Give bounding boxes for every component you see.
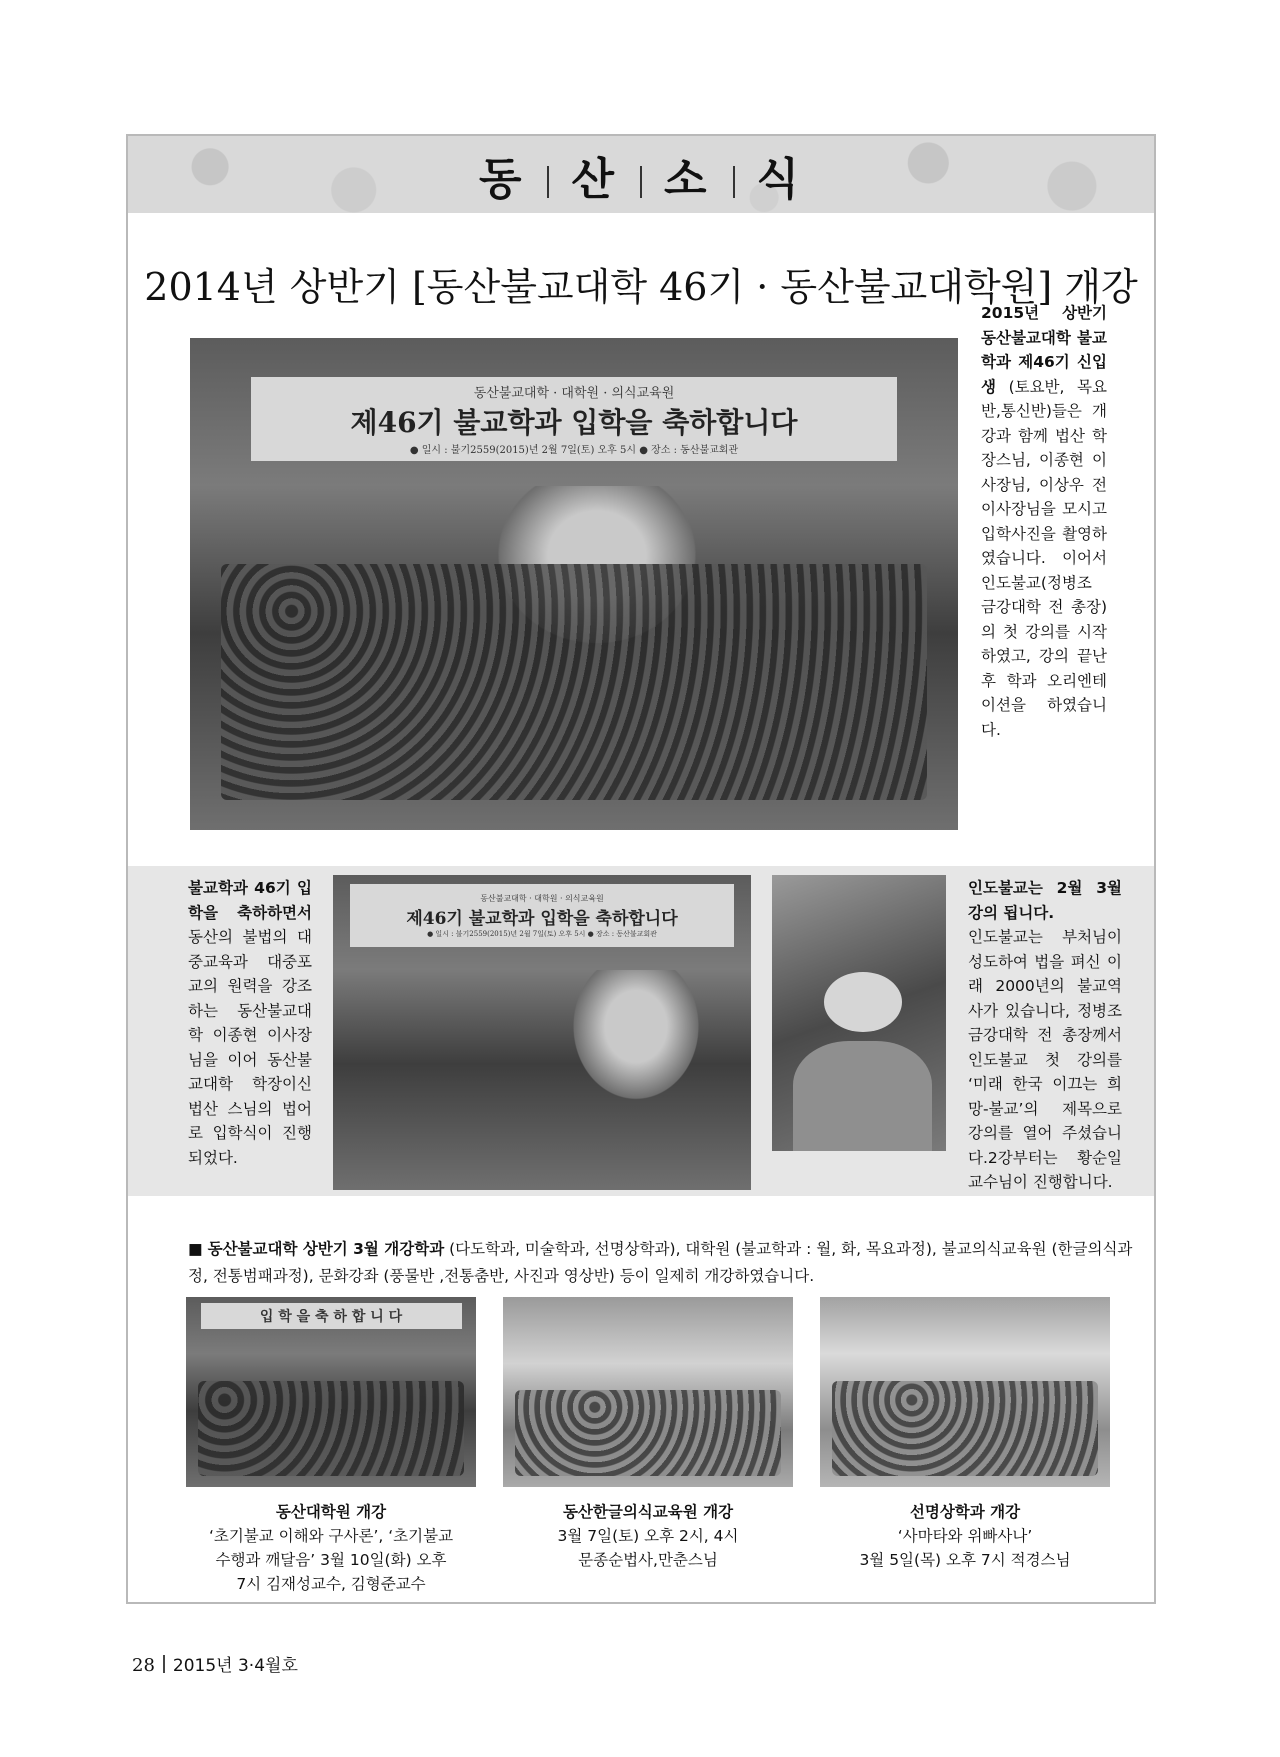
- left-caption-bold: 불교학과 46기 입학을 축하하면서: [188, 879, 312, 922]
- section-title-char: 산: [571, 153, 618, 205]
- section-title-char: 식: [756, 153, 804, 205]
- article-headline: 2014년 상반기 [동산불교대학 46기 · 동산불교대학원] 개강: [144, 265, 1138, 309]
- divider: [733, 166, 735, 198]
- divider: [640, 166, 642, 198]
- section-header: [128, 136, 1154, 213]
- page-footer: [132, 1651, 298, 1676]
- caption-line: 수행과 깨달음’ 3월 10일(화) 오후: [215, 1551, 447, 1569]
- divider: [163, 1655, 165, 1673]
- photo-banner: [251, 377, 896, 461]
- banner-main: 제46기 불교학과 입학을 축하합니다: [350, 406, 798, 440]
- main-caption-text: (토요반, 목요반,통신반)들은 개강과 함께 법산 학장스님, 이종현 이사장님, 이상우 전 이사장님을 모시고 입학사진을 촬영하였습니다. 이어서 인도불교(정병조 금강대학 전 총장)의 첫 강의를 시작하였고, 강의 끝난 후 학과 오리엔테이션을 하였습니다.: [981, 377, 1107, 739]
- caption-title: 동산대학원 개강: [275, 1503, 387, 1521]
- banner-sub: ● 일시 : 불기2559(2015)년 2월 7일(토) 오후 5시 ● 장소 : 동산불교회관: [409, 445, 739, 457]
- lecturer-body: [793, 1041, 932, 1151]
- banner-top: 동산불교대학 · 대학원 · 의식교육원: [473, 386, 675, 402]
- buddha-altar: [563, 970, 709, 1112]
- bottom-caption-1: [181, 1500, 481, 1596]
- left-caption-text: 동산의 불법의 대중교육과 대중포교의 원력을 강조하는 동산불교대학 이종현 이사장님을 이어 동산불교대학 학장이신 법산 스님의 법어로 입학식이 진행되었다.: [188, 928, 312, 1167]
- square-bullet-icon: ■: [188, 1240, 203, 1258]
- caption-line: ‘사마타와 위빠사나’: [897, 1527, 1033, 1545]
- lecturer-photo: [772, 875, 946, 1151]
- caption-line: 7시 김재성교수, 김형준교수: [236, 1575, 426, 1593]
- group-people: [832, 1381, 1099, 1476]
- ceremony-photo: [333, 875, 751, 1190]
- bottom-caption-2: [498, 1500, 798, 1572]
- banner-sub: ● 일시 : 불기2559(2015)년 2월 7일(토) 오후 5시 ● 장소 : 동산불교회관: [427, 929, 657, 938]
- right-caption-text: 인도불교는 부처님이 성도하여 법을 펴신 이래 2000년의 불교역사가 있습니다, 정병조 금강대학 전 총장께서 인도불교 첫 강의를 ‘미래 한국 이끄는 희망-불교’의 제목으로 강의를 열어 주셨습니다.2강부터는 황순일 교수님이 진행합니다.: [968, 928, 1122, 1191]
- caption-line: ‘초기불교 이해와 구사론’, ‘초기불교: [208, 1527, 454, 1545]
- right-caption-bold: 인도불교는 2월 3월 강의 됩니다.: [968, 879, 1122, 922]
- divider: [547, 166, 549, 198]
- group-people: [221, 564, 928, 800]
- right-caption: [968, 876, 1122, 1195]
- bottom-caption-3: [815, 1500, 1115, 1572]
- caption-title: 동산한글의식교육원 개강: [562, 1503, 734, 1521]
- banner-main: 입 학 을 축 하 합 니 다: [259, 1308, 403, 1325]
- banner-top: 동산불교대학 · 대학원 · 의식교육원: [480, 893, 604, 903]
- caption-line: 3월 5일(목) 오후 7시 적경스님: [859, 1551, 1071, 1569]
- thumb-photo-2: [503, 1297, 793, 1487]
- bottom-intro: [188, 1236, 1148, 1290]
- main-caption: [981, 301, 1107, 742]
- main-group-photo: [190, 338, 958, 830]
- section-title-char: 동: [478, 153, 526, 205]
- photo-banner: [350, 884, 735, 947]
- caption-line: 3월 7일(토) 오후 2시, 4시: [557, 1527, 739, 1545]
- banner-main: 제46기 불교학과 입학을 축하합니다: [406, 908, 678, 929]
- caption-line: 문종순법사,만춘스님: [578, 1551, 718, 1569]
- issue-label: 2015년 3·4월호: [172, 1656, 298, 1676]
- group-people: [198, 1381, 465, 1476]
- thumb-photo-1: [186, 1297, 476, 1487]
- group-people: [515, 1390, 782, 1476]
- page-number: 28: [132, 1655, 155, 1676]
- section-title: [479, 143, 803, 207]
- caption-title: 선명상학과 개강: [909, 1503, 1021, 1521]
- page-frame: [126, 134, 1156, 1604]
- bottom-intro-text: (다도학과, 미술학과, 선명상학과), 대학원 (불교학과 : 월, 화, 목요과정), 불교의식교육원 (한글의식과정, 전통범패과정), 문화강좌 (풍물반 ,전통춤반, 사진과 영상반) 등이 일제히 개강하였습니다.: [188, 1240, 1133, 1285]
- thumb-photo-3: [820, 1297, 1110, 1487]
- bottom-intro-bold: 동산불교대학 상반기 3월 개강학과: [207, 1240, 445, 1258]
- main-caption-bold: 2015년 상반기 동산불교대학 불교학과 제46기 신입생: [981, 304, 1107, 396]
- section-title-char: 소: [664, 153, 711, 205]
- photo-banner: [201, 1303, 462, 1330]
- left-caption: [188, 876, 312, 1170]
